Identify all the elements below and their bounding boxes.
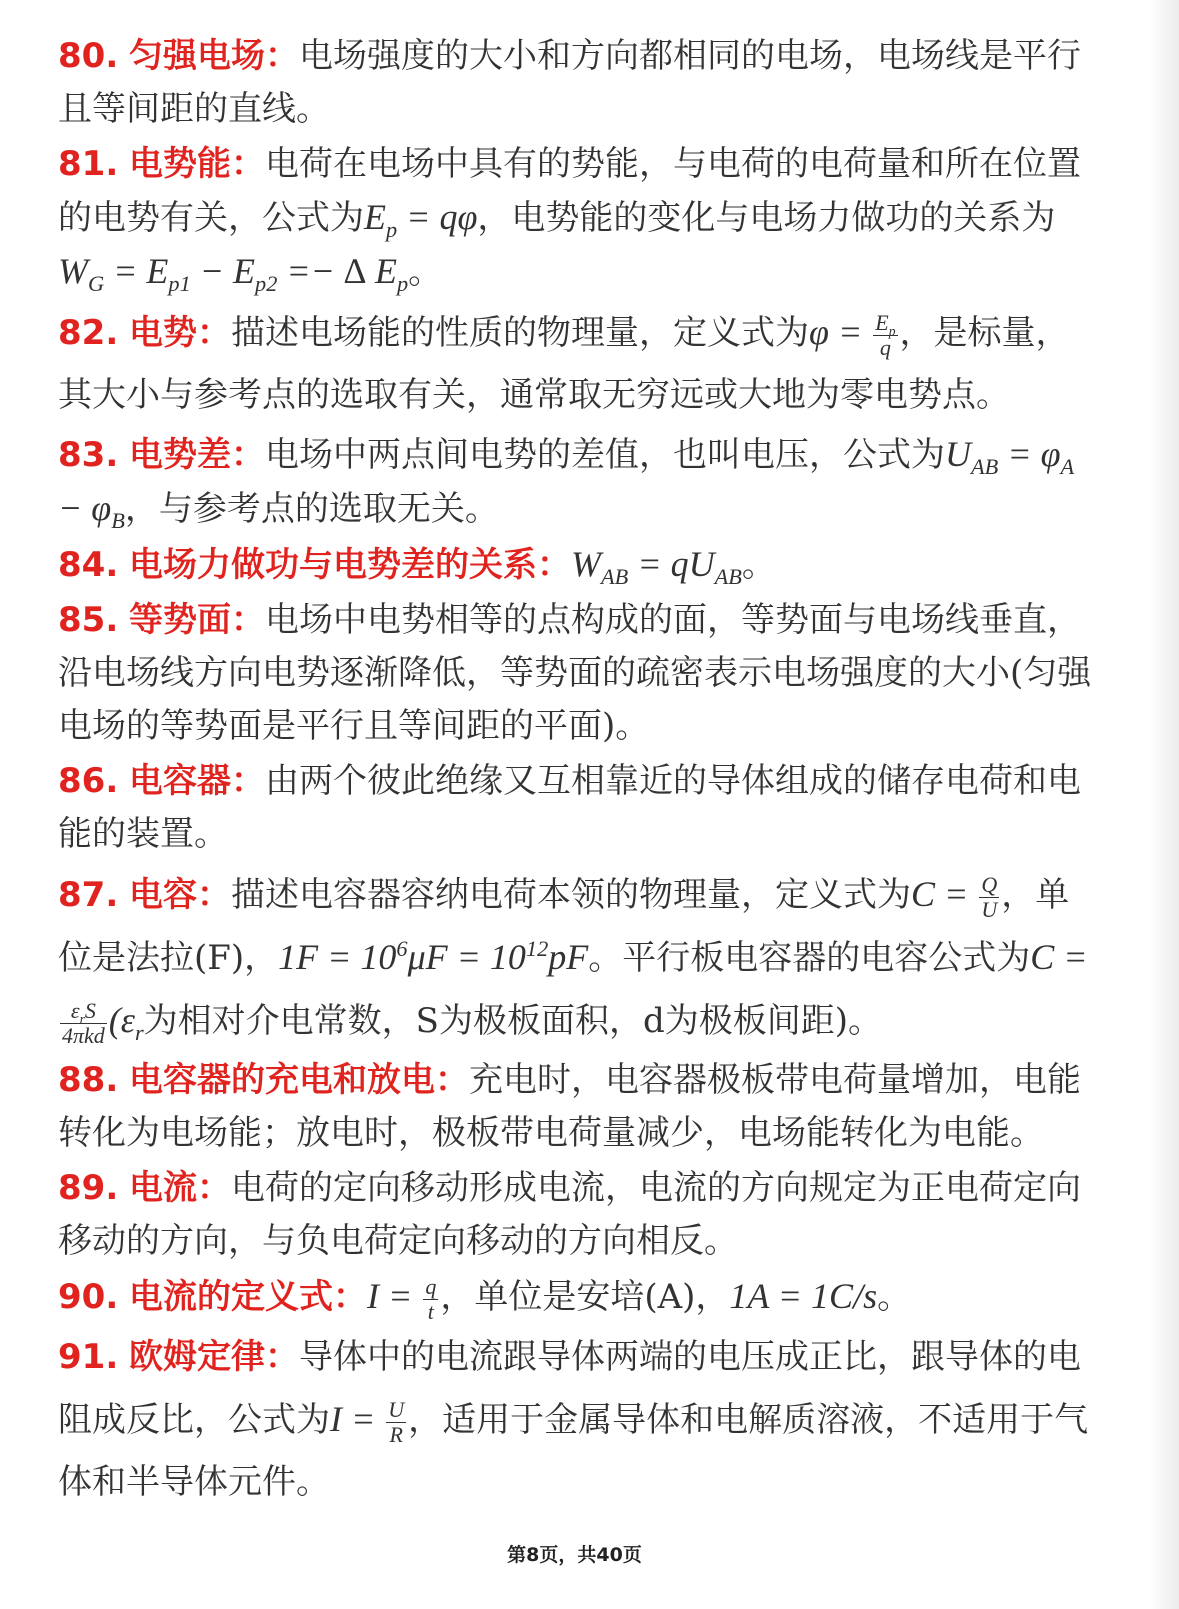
entry-term: 电场力做功与电势差的关系： [129, 545, 572, 585]
formula: 1A = 1C/s [729, 1276, 878, 1316]
entry-term: 电容器的充电和放电： [129, 1060, 470, 1100]
entry-term: 电势差： [129, 435, 266, 475]
entry-number: 86. [58, 761, 119, 801]
entry-term: 电容： [129, 875, 232, 915]
entry-text: ，是标量，其大小与参考点的选取有关，通常取无穷远或大地为零电势点。 [58, 313, 1070, 415]
entry-number: 89. [58, 1168, 119, 1208]
entry-81 [58, 138, 1098, 299]
fraction: $\frac{Q}{U}$ [981, 871, 998, 922]
page-footer: 第8页，共40页 [507, 1544, 642, 1566]
entry-text: 描述电容器容纳电荷本领的物理量，定义式为 [231, 875, 912, 915]
entry-87 [58, 863, 1098, 1052]
entry-text: 电场中电势相等的点构成的面，等势面与电场线垂直，沿电场线方向电势逐渐降低，等势面的疏密表示电场强度的大小(匀强电场的等势面是平行且等间距的平面)。 [58, 600, 1092, 746]
entry-83 [58, 428, 1098, 536]
entry-text: 为相对介电常数，S为极板面积，d为极板间距)。 [143, 1001, 882, 1041]
entry-number: 83. [58, 435, 119, 475]
fraction: $\frac{E_p}{q}$ [875, 309, 896, 360]
formula: $U_{AB} = \varphi_A - \varphi_B$ [58, 434, 1075, 534]
entry-text: ，适用于金属导体和电解质溶液，不适用于气体和半导体元件。 [58, 1400, 1089, 1502]
entry-text: ，电势能的变化与电场力做功的关系为 [477, 198, 1056, 238]
fraction: $\frac{\varepsilon_rS}{\text{4πkd}}$ [62, 997, 105, 1048]
entry-80 [58, 30, 1098, 136]
entry-88 [58, 1054, 1098, 1160]
entry-term: 电流的定义式： [129, 1277, 368, 1317]
entry-term: 电势能： [129, 144, 266, 184]
entry-84 [58, 538, 1098, 592]
entry-number: 87. [58, 875, 119, 915]
content-area [58, 30, 1098, 1515]
formula: C = [911, 874, 978, 914]
entry-text: 。 [741, 545, 776, 585]
formula: $W_G = E_{p1} - E_{p2}$ =− ∆ $E_p$ [58, 251, 409, 297]
entry-number: 91. [58, 1337, 119, 1377]
entry-term: 匀强电场： [129, 36, 300, 76]
entry-text: 由两个彼此绝缘又互相靠近的导体组成的储存电荷和电能的装置。 [58, 761, 1082, 854]
formula: $1F = 10^6\mu F = 10^{12}pF$ [278, 936, 589, 977]
entry-text: 。 [877, 1277, 912, 1317]
formula: $W_{AB} = qU_{AB}$ [571, 544, 742, 590]
entry-term: 欧姆定律： [129, 1337, 300, 1377]
entry-text: 描述电场能的性质的物理量，定义式为 [231, 313, 810, 353]
formula: $E_p = q\varphi$ [364, 197, 478, 243]
entry-text: 电场中两点间电势的差值，也叫电压，公式为 [265, 435, 946, 475]
entry-text: 电荷在电场中具有的势能，与电荷的电荷量和所在位置的电势有关，公式为 [58, 144, 1082, 238]
entry-number: 81. [58, 144, 119, 184]
entry-number: 88. [58, 1060, 119, 1100]
entry-text: ，单位是安培(A)， [440, 1277, 730, 1317]
entry-text: 导体中的电流跟导体两端的电压成正比，跟导体的电阻成反比，公式为 [58, 1337, 1082, 1440]
entry-term: 电容器： [129, 761, 266, 801]
formula: I = [330, 1399, 385, 1439]
entry-term: 等势面： [129, 600, 266, 640]
entry-89 [58, 1162, 1098, 1268]
page-edge-shadow [1149, 0, 1179, 1609]
entry-text: 。 [408, 252, 443, 292]
formula: C = [1030, 937, 1088, 977]
entry-text: 充电时，电容器极板带电荷量增加，电能转化为电场能；放电时，极板带电荷量减少，电场能转化为电能。 [58, 1060, 1082, 1153]
formula: I = [367, 1276, 422, 1316]
entry-90 [58, 1270, 1098, 1324]
entry-number: 85. [58, 600, 119, 640]
entry-85 [58, 594, 1098, 753]
entry-text: ，单位是法拉(F)， [58, 875, 1070, 978]
entry-term: 电势： [129, 313, 232, 353]
formula: ($\varepsilon_r$ [108, 1000, 144, 1046]
entry-number: 80. [58, 36, 119, 76]
entry-text: 电场强度的大小和方向都相同的电场，电场线是平行且等间距的直线。 [58, 36, 1082, 129]
fraction: $\frac{q}{t}$ [425, 1273, 437, 1324]
entry-text: 电荷的定向移动形成电流，电流的方向规定为正电荷定向移动的方向，与负电荷定向移动的方向相反。 [58, 1168, 1082, 1261]
formula: φ = [809, 312, 872, 352]
entry-number: 84. [58, 545, 119, 585]
entry-text: ，与参考点的选取无关。 [124, 489, 499, 529]
entry-number: 90. [58, 1277, 119, 1317]
entry-82 [58, 301, 1098, 426]
fraction: $\frac{U}{R}$ [388, 1396, 405, 1447]
entry-text: 。平行板电容器的电容公式为 [588, 938, 1031, 978]
entry-91 [58, 1326, 1098, 1513]
entry-number: 82. [58, 313, 119, 353]
entry-86 [58, 755, 1098, 861]
entry-term: 电流： [129, 1168, 232, 1208]
